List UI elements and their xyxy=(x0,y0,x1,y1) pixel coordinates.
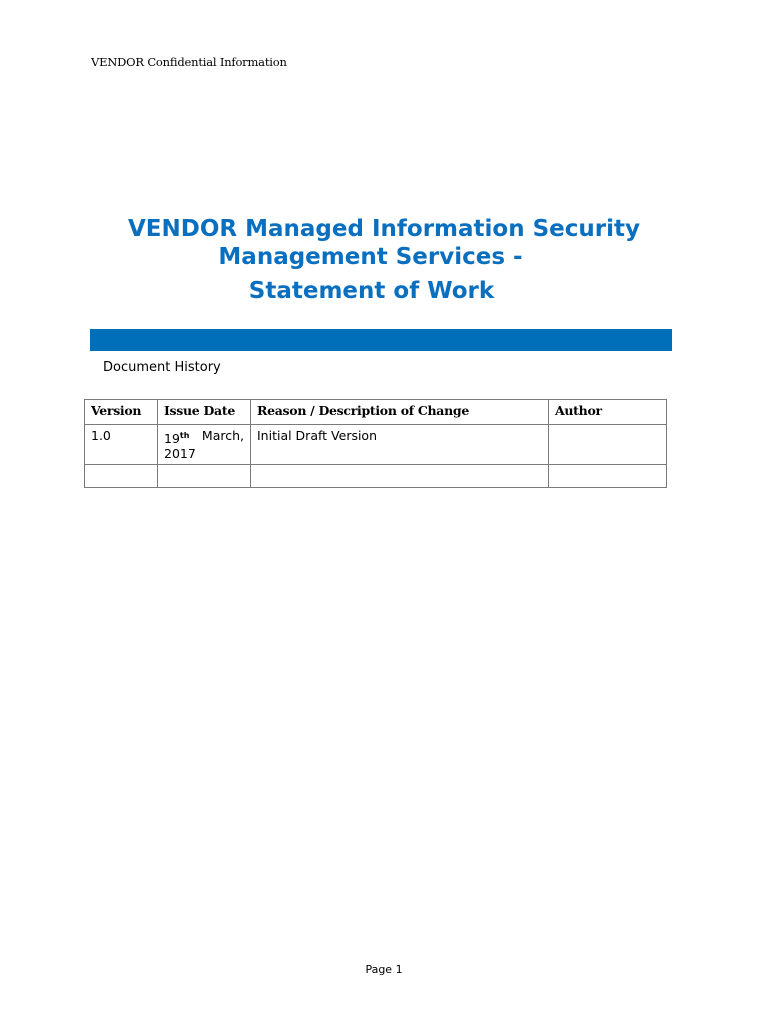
title-divider-band xyxy=(90,329,672,351)
document-title xyxy=(0,215,768,305)
date-suffix: th xyxy=(179,431,190,440)
cell-version: 1.0 xyxy=(85,425,158,465)
column-header-version: Version xyxy=(85,400,158,425)
cell-empty xyxy=(549,465,667,488)
date-day: 19 xyxy=(164,431,180,447)
title-line-2: Management Services - xyxy=(218,244,523,270)
confidential-header: VENDOR Confidential Information xyxy=(91,55,287,69)
cell-issue-date xyxy=(158,425,251,465)
column-header-author: Author xyxy=(549,400,667,425)
cell-reason: Initial Draft Version xyxy=(251,425,549,465)
document-history-heading: Document History xyxy=(103,360,221,375)
cell-empty xyxy=(251,465,549,488)
table-row xyxy=(85,425,667,465)
table-row-empty xyxy=(85,465,667,488)
column-header-issue-date: Issue Date xyxy=(158,400,251,425)
title-line-3: Statement of Work xyxy=(248,278,495,304)
page-number: Page 1 xyxy=(365,963,403,976)
date-month: March, xyxy=(201,428,244,443)
document-history-table xyxy=(84,399,667,488)
date-year: 2017 xyxy=(164,446,196,462)
column-header-reason: Reason / Description of Change xyxy=(251,400,549,425)
cell-author xyxy=(549,425,667,465)
title-line-1: VENDOR Managed Information Security xyxy=(128,216,640,242)
cell-empty xyxy=(85,465,158,488)
cell-empty xyxy=(158,465,251,488)
table-header-row xyxy=(85,400,667,425)
